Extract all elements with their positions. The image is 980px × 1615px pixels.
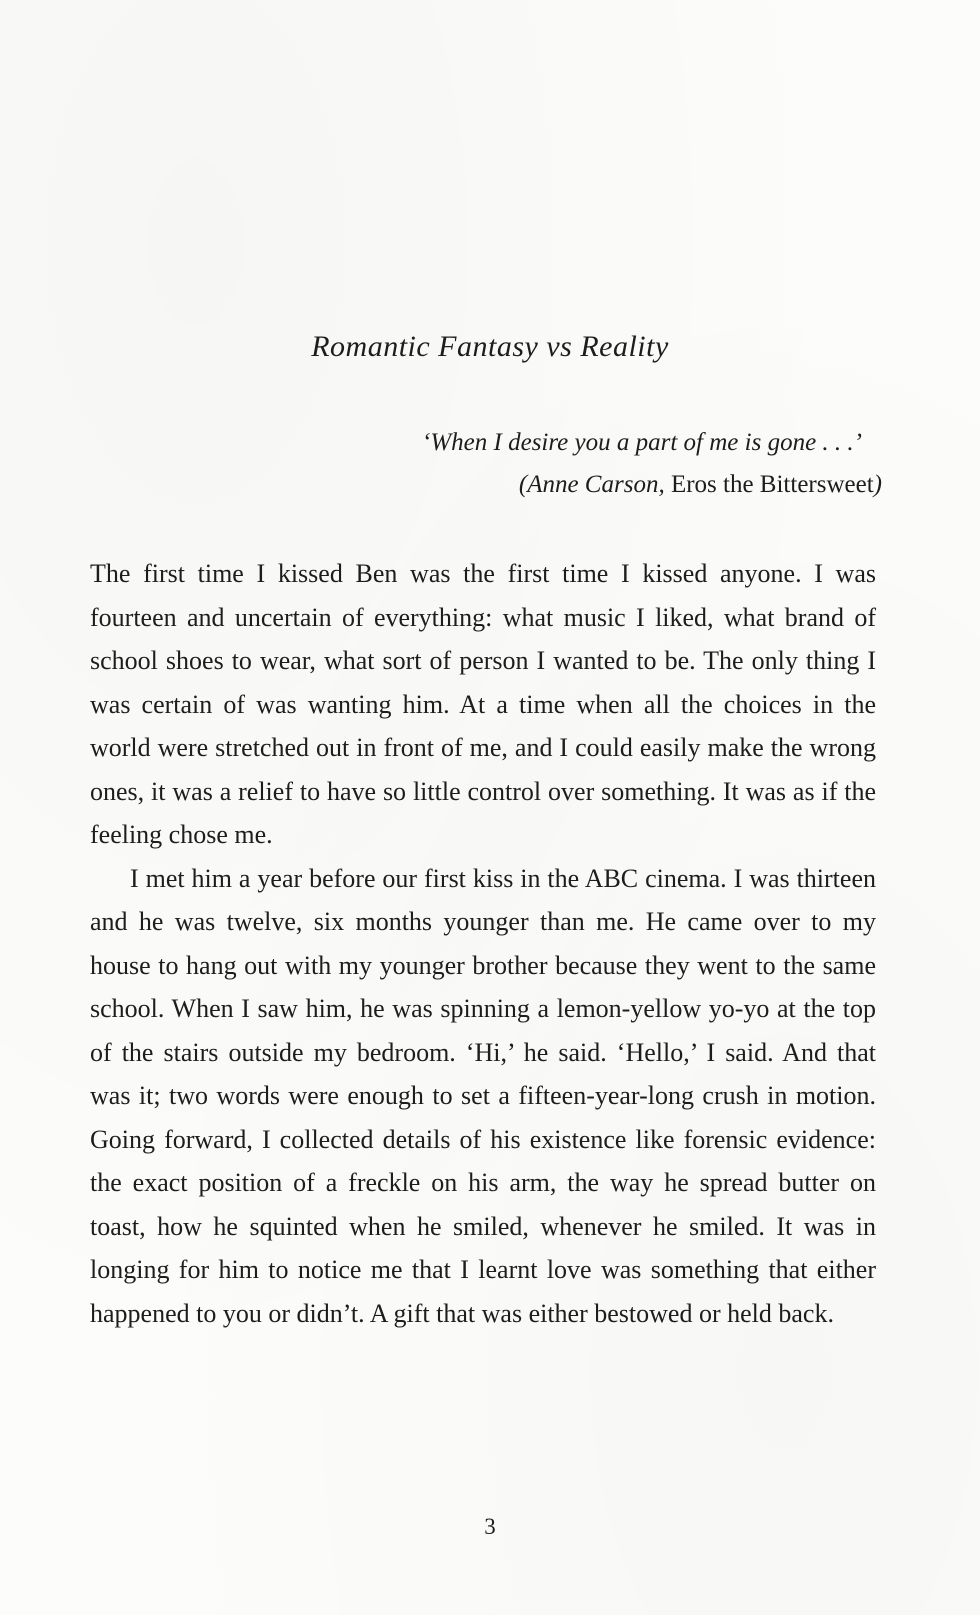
epigraph-attribution [90, 464, 882, 506]
body-text [90, 552, 876, 1335]
epigraph-quote: ‘When I desire you a part of me is gone . . .’ [422, 429, 862, 456]
attribution-open: ( [518, 471, 528, 498]
epigraph [90, 422, 882, 506]
attribution-close: ) [873, 471, 882, 498]
chapter-title: Romantic Fantasy vs Reality [311, 330, 669, 363]
epigraph-work: Eros the Bittersweet [670, 471, 874, 498]
paragraph-2: I met him a year before our first kiss in the ABC cinema. I was thirteen and he was twelve, six months younger than me. He came over to my house to hang out with my younger brother because they went to the same school. When I saw him, he was spinning a lemon-yellow yo-yo at the top of the stairs outside my bedroom. ‘Hi,’ he said. ‘Hello,’ I said. And that was it; two words were enough to set a fifteen-year-long crush in motion. Going forward, I collected details of his existence like forensic evidence: the exact position of a freckle on his arm, the way he spread butter on toast, how he squinted when he smiled, whenever he smiled. It was in longing for him to notice me that I learnt love was something that either happened to you or didn’t. A gift that was either bestowed or held back. [90, 863, 876, 1328]
epigraph-author: Anne Carson, [527, 471, 665, 498]
paragraph-1: The first time I kissed Ben was the first time I kissed anyone. I was fourteen and uncertain of everything: what music I liked, what brand of school shoes to wear, what sort of person I wanted to be. The only thing I was certain of was wanting him. At a time when all the choices in the world were stretched out in front of me, and I could easily make the wrong ones, it was a relief to have so little control over something. It was as if the feeling chose me. [90, 559, 876, 849]
page-number: 3 [484, 1514, 496, 1539]
